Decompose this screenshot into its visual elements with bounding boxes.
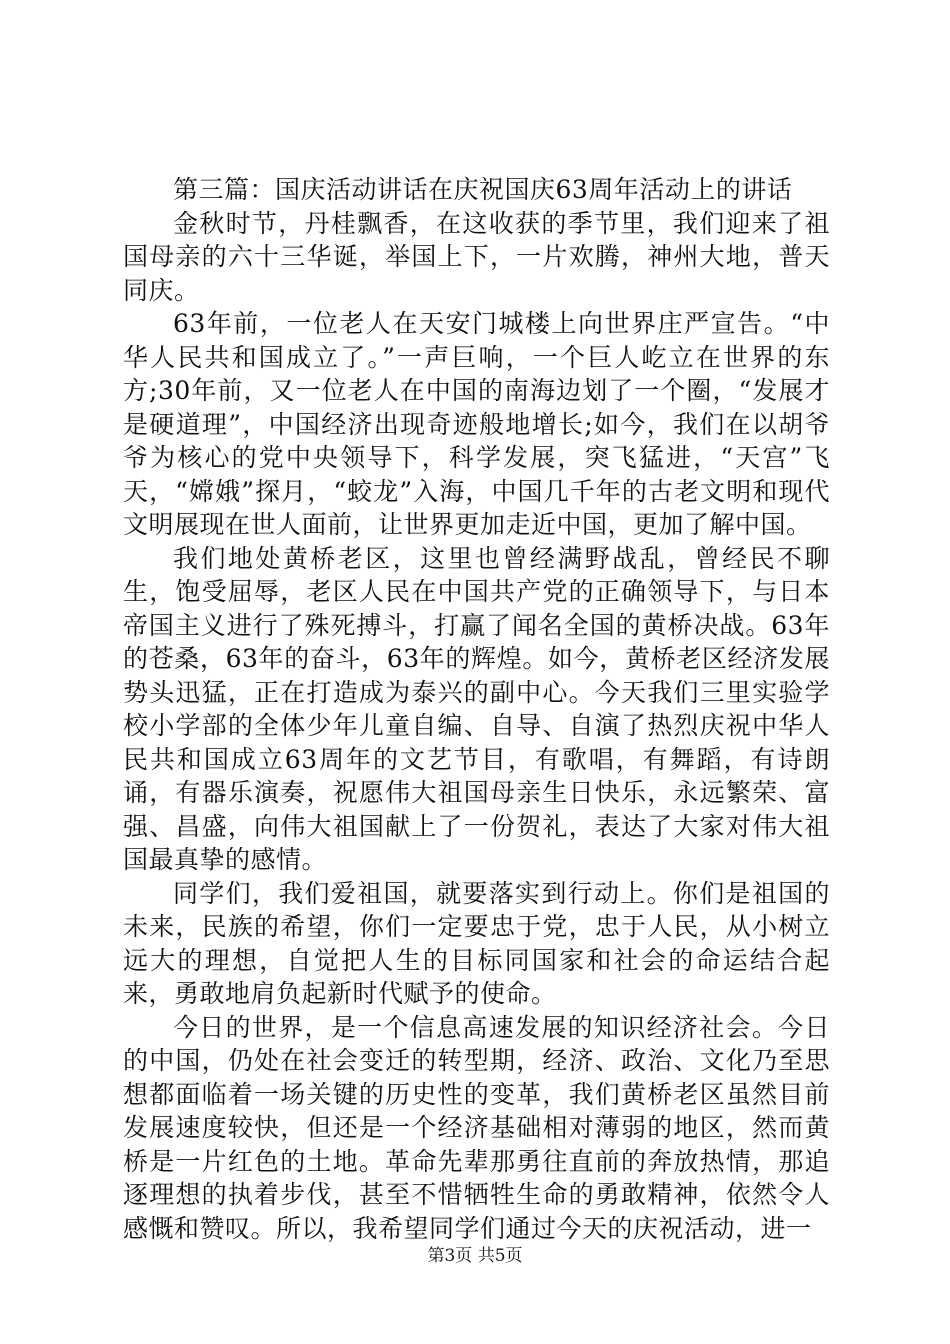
paragraph-1: 金秋时节，丹桂飘香，在这收获的季节里，我们迎来了祖国母亲的六十三华诞，举国上下，一片欢腾，神州大地，普天同庆。 [123, 208, 830, 305]
paragraph-5: 今日的世界，是一个信息高速发展的知识经济社会。今日的中国，仍处在社会变迁的转型期，经济、政治、文化乃至思想都面临着一场关键的历史性的变革，我们黄桥老区虽然目前发展速度较快，但还是一个经济基础相对薄弱的地区，然而黄桥是一片红色的土地。革命先辈那勇往直前的奔放热情，那追逐理想的执着步伐，甚至不惜牺牲生命的勇敢精神，依然令人感慨和赞叹。所以，我希望同学们通过今天的庆祝活动，进一 [123, 1012, 830, 1243]
paragraph-4: 同学们，我们爱祖国，就要落实到行动上。你们是祖国的未来，民族的希望，你们一定要忠于党，忠于人民，从小树立远大的理想，自觉把人生的目标同国家和社会的命运结合起来，勇敢地肩负起新时代赋予的使命。 [123, 878, 830, 1008]
document-body [123, 173, 830, 1245]
page-number-footer: 第3页 共5页 [427, 1246, 523, 1266]
paragraph-2: 63年前，一位老人在天安门城楼上向世界庄严宣告。“中华人民共和国成立了。”一声巨响，一个巨人屹立在世界的东方;30年前，又一位老人在中国的南海边划了一个圈，“发展才是硬道理”，中国经济出现奇迹般地增长;如今，我们在以胡爷爷为核心的党中央领导下，科学发展，突飞猛进，“天宫”飞天，“嫦娥”探月，“蛟龙”入海，中国几千年的古老文明和现代文明展现在世人面前，让世界更加走近中国，更加了解中国。 [123, 309, 830, 539]
document-title: 第三篇：国庆活动讲话在庆祝国庆63周年活动上的讲话 [173, 175, 793, 204]
paragraph-3: 我们地处黄桥老区，这里也曾经满野战乱，曾经民不聊生，饱受屈辱，老区人民在中国共产党的正确领导下，与日本帝国主义进行了殊死搏斗，打赢了闻名全国的黄桥决战。63年的苍桑，63年的奋斗，63年的辉煌。如今，黄桥老区经济发展势头迅猛，正在打造成为泰兴的副中心。今天我们三里实验学校小学部的全体少年儿童自编、自导、自演了热烈庆祝中华人民共和国成立63周年的文艺节目，有歌唱，有舞蹈，有诗朗诵，有器乐演奏，祝愿伟大祖国母亲生日快乐，永远繁荣、富强、昌盛，向伟大祖国献上了一份贺礼，表达了大家对伟大祖国最真挚的感情。 [123, 543, 830, 874]
